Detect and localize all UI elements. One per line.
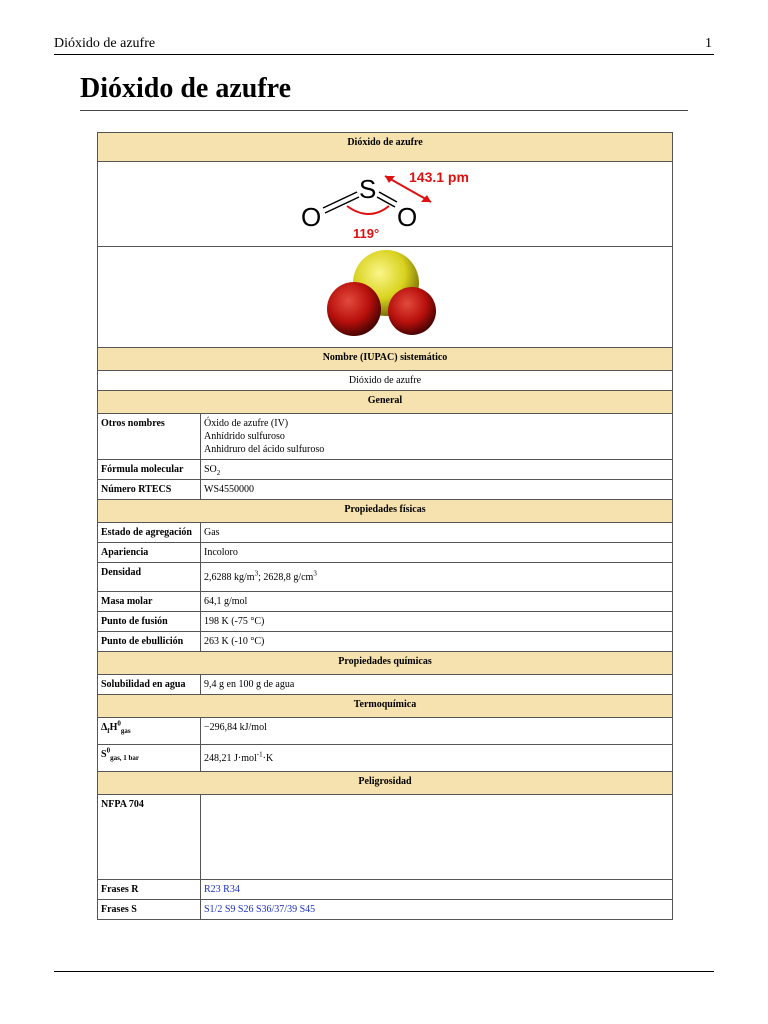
bond-right-1	[379, 192, 397, 202]
densidad-b: ; 2628,8 g/cm	[258, 571, 314, 583]
entalpia-sup: 0	[117, 719, 121, 728]
entalpia-sub: gas	[120, 727, 131, 735]
entropia-sup: 0	[106, 746, 111, 755]
masa-value: 64,1 g/mol	[201, 592, 673, 612]
entalpia-delta: Δ	[101, 722, 108, 733]
entalpia-f: f	[107, 727, 110, 735]
atom-s-label: S	[359, 174, 377, 204]
atom-o-right-label: O	[397, 202, 418, 232]
masa-label: Masa molar	[98, 592, 201, 612]
entropia-b: ·K	[262, 752, 274, 764]
so2-structure-diagram	[285, 162, 485, 242]
iupac-name: Dióxido de azufre	[98, 371, 673, 391]
page-number: 1	[705, 36, 712, 51]
otros-nombres-value	[201, 414, 673, 460]
section-general-header: General	[98, 391, 673, 414]
title-divider	[80, 110, 688, 111]
oxygen-atom-right	[388, 287, 436, 335]
densidad-value	[201, 563, 673, 592]
entalpia-h: H	[109, 722, 118, 733]
densidad-label: Densidad	[98, 563, 201, 592]
fusion-label: Punto de fusión	[98, 612, 201, 632]
frases-r-link[interactable]: R23 R34	[201, 880, 673, 900]
structure-diagram-cell	[98, 162, 673, 247]
apariencia-value: Incoloro	[201, 543, 673, 563]
estado-label: Estado de agregación	[98, 523, 201, 543]
entropia-sup2: -1	[256, 750, 263, 759]
section-quimicas-header: Propiedades químicas	[98, 652, 673, 675]
rtecs-value: WS4550000	[201, 480, 673, 500]
page-title: Dióxido de azufre	[80, 73, 292, 104]
entropia-label	[98, 745, 201, 772]
angle-arc	[347, 206, 389, 214]
ebullicion-label: Punto de ebullición	[98, 632, 201, 652]
otro-nombre-3: Anhidruro del ácido sulfuroso	[204, 444, 325, 455]
oxygen-atom-left	[327, 282, 381, 336]
otro-nombre-2: Anhídrido sulfuroso	[204, 431, 285, 442]
atom-o-left-label: O	[301, 202, 322, 232]
running-header	[54, 34, 714, 55]
entalpia-label	[98, 718, 201, 745]
frases-r-label: Frases R	[98, 880, 201, 900]
entropia-value	[201, 745, 673, 772]
nfpa-value	[201, 795, 673, 880]
entropia-s: S	[101, 749, 107, 760]
angle-label: 119°	[353, 226, 380, 241]
spacefill-model-cell	[98, 247, 673, 348]
frases-s-label: Frases S	[98, 900, 201, 920]
bond-right-2	[377, 197, 395, 207]
densidad-sup2: 3	[313, 569, 317, 578]
so2-spacefill-model	[320, 247, 450, 343]
bond-length-label: 143.1 pm	[409, 169, 469, 185]
section-fisicas-header: Propiedades físicas	[98, 500, 673, 523]
solubilidad-value: 9,4 g en 100 g de agua	[201, 675, 673, 695]
section-iupac-header: Nombre (IUPAC) sistemático	[98, 348, 673, 371]
estado-value: Gas	[201, 523, 673, 543]
entropia-a: 248,21 J·mol	[204, 752, 257, 764]
entropia-sub: gas, 1 bar	[110, 754, 140, 762]
rtecs-label: Número RTECS	[98, 480, 201, 500]
frases-s-link[interactable]: S1/2 S9 S26 S36/37/39 S45	[201, 900, 673, 920]
nfpa-label: NFPA 704	[98, 795, 201, 880]
formula-label: Fórmula molecular	[98, 460, 201, 480]
infobox-table	[97, 132, 673, 920]
infobox-caption: Dióxido de azufre	[98, 133, 673, 162]
formula-main: SO	[204, 464, 217, 475]
section-termo-header: Termoquímica	[98, 695, 673, 718]
apariencia-label: Apariencia	[98, 543, 201, 563]
formula-subscript: 2	[216, 469, 221, 477]
otro-nombre-1: Óxido de azufre (IV)	[204, 418, 289, 429]
ebullicion-value: 263 K (-10 °C)	[201, 632, 673, 652]
entalpia-value: −296,84 kJ/mol	[201, 718, 673, 745]
footer-divider	[54, 971, 714, 972]
solubilidad-label: Solubilidad en agua	[98, 675, 201, 695]
running-header-title: Dióxido de azufre	[54, 36, 156, 51]
fusion-value: 198 K (-75 °C)	[201, 612, 673, 632]
densidad-sup1: 3	[254, 569, 259, 578]
formula-value	[201, 460, 673, 480]
densidad-a: 2,6288 kg/m	[204, 571, 255, 583]
section-peligro-header: Peligrosidad	[98, 772, 673, 795]
otros-nombres-label: Otros nombres	[98, 414, 201, 460]
